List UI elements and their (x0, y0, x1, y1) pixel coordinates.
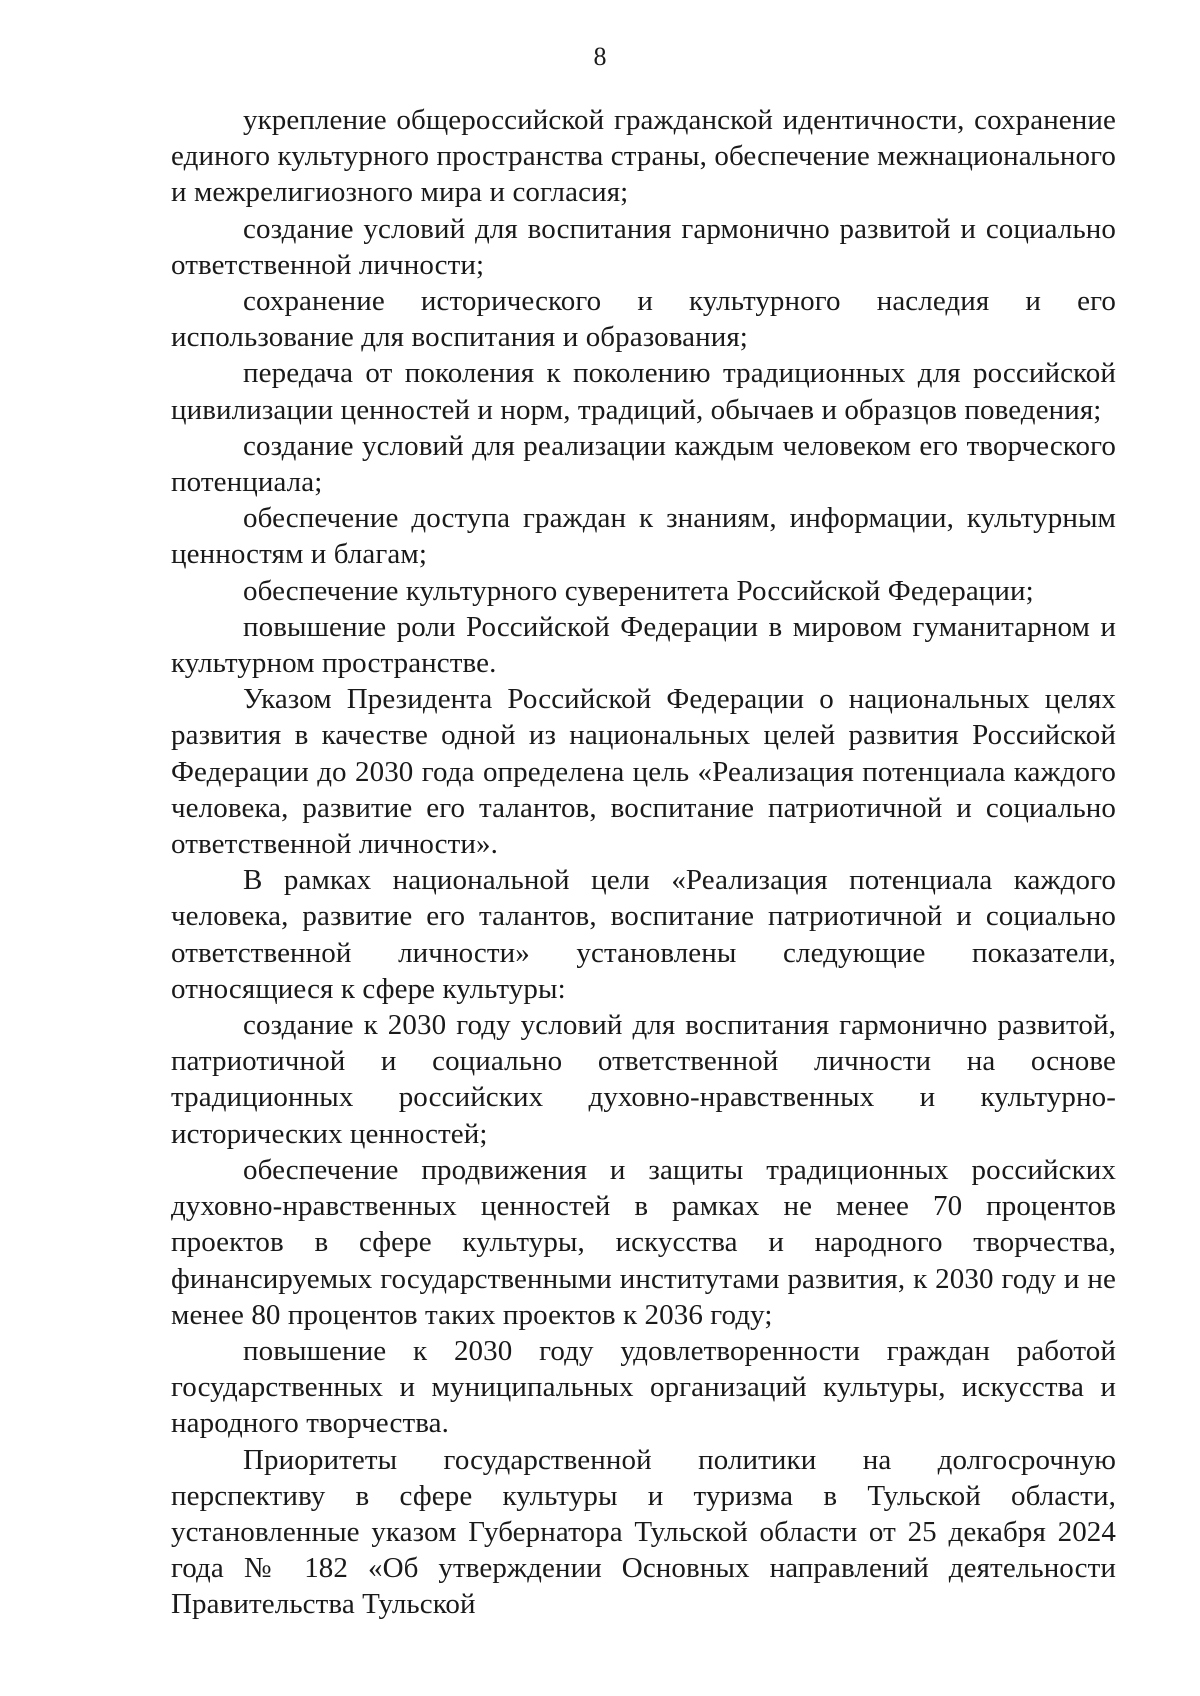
paragraph: создание условий для реализации каждым человеком его творческого потенциала; (171, 429, 1116, 499)
paragraph: сохранение исторического и культурного наследия и его использование для воспитания и образования; (171, 285, 1116, 354)
paragraph: создание условий для воспитания гармонично развитой и социально ответственной личности; (171, 212, 1116, 281)
paragraph: В рамках национальной цели «Реализация потенциала каждого человека, развитие его талантов, воспитание патриотичной и социально ответственной личности» установлены следующие показатели, относящиеся к сфере культуры: (171, 864, 1116, 1005)
paragraph: укрепление общероссийской гражданской идентичности, сохранение единого культурного пространства страны, обеспечение межнационального и межрелигиозного мира и согласия; (171, 104, 1116, 209)
paragraph: передача от поколения к поколению традиционных для российской цивилизации ценностей и норм, традиций, обычаев и образцов поведения; (171, 357, 1116, 426)
paragraph: создание к 2030 году условий для воспитания гармонично развитой, патриотичной и социально ответственной личности на основе традиционных российских духовно-нравственных и культурно-исторических ценностей; (171, 1009, 1116, 1150)
paragraph: Приоритеты государственной политики на долгосрочную перспективу в сфере культуры и туризма в Тульской области, установленные указом Губернатора Тульской области от 25 декабря 2024 года № 182 «Об утверждении Основных направлений деятельности Правительства Тульской (171, 1443, 1116, 1621)
paragraph: повышение к 2030 году удовлетворенности граждан работой государственных и муниципальных организаций культуры, искусства и народного творчества. (171, 1334, 1116, 1440)
paragraph: обеспечение культурного суверенитета Российской Федерации; (243, 574, 1034, 607)
document-body (171, 102, 1116, 1623)
paragraph: повышение роли Российской Федерации в мировом гуманитарном и культурном пространстве. (171, 610, 1116, 680)
paragraph: обеспечение доступа граждан к знаниям, информации, культурным ценностям и благам; (171, 502, 1116, 571)
page-number: 8 (593, 42, 607, 71)
paragraph: Указом Президента Российской Федерации о национальных целях развития в качестве одной из национальных целей развития Российской Федерации до 2030 года определена цель «Реализация потенциала каждого человека, развитие его талантов, воспитание патриотичной и социально ответственной личности». (171, 683, 1116, 861)
paragraph: обеспечение продвижения и защиты традиционных российских духовно-нравственных ценностей в рамках не менее 70 процентов проектов в сфере культуры, искусства и народного творчества, финансируемых государственными институтами развития, к 2030 году и не менее 80 процентов таких проектов к 2036 году; (171, 1153, 1116, 1331)
